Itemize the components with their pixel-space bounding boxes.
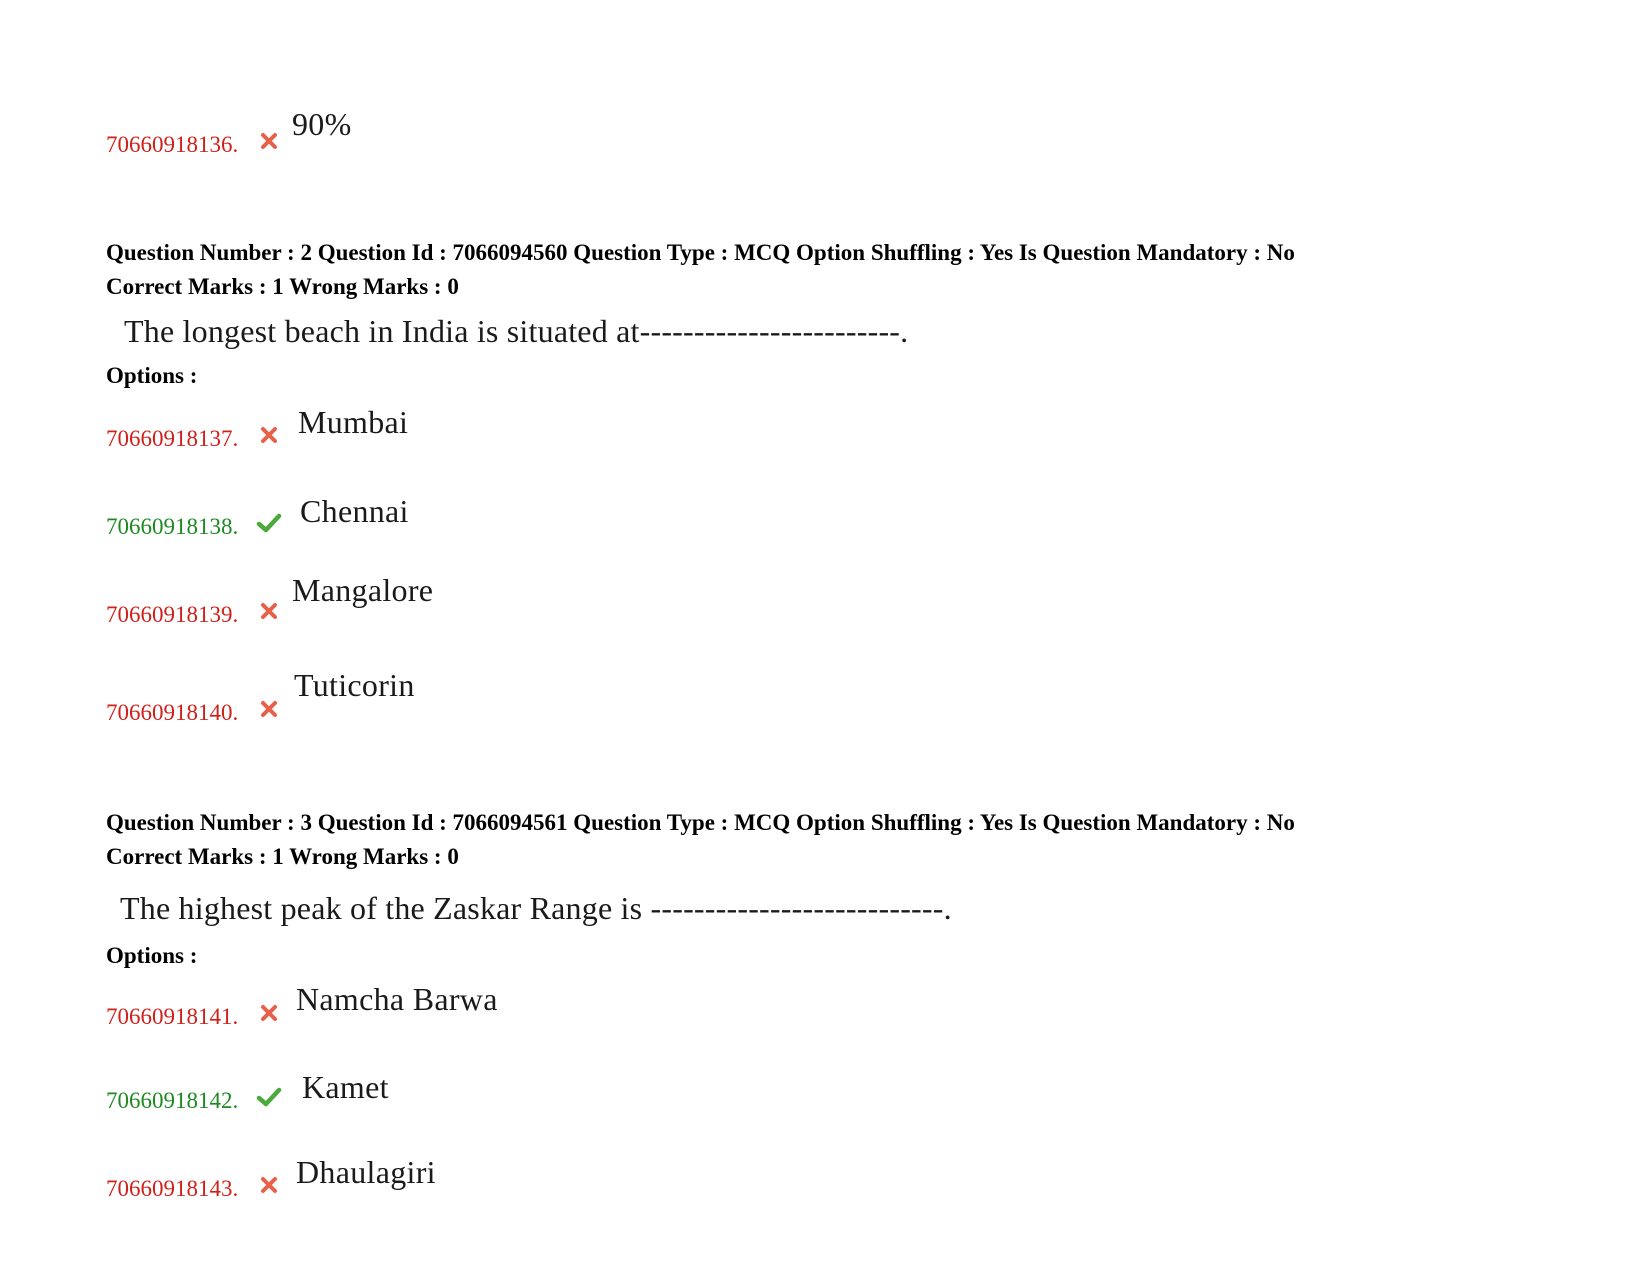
option-id: 70660918136. [106,132,239,157]
question-meta-line2: Correct Marks : 1 Wrong Marks : 0 [106,274,459,299]
cross-icon [258,600,280,622]
option-text: Namcha Barwa [296,981,498,1017]
option-text: Tuticorin [294,667,415,703]
option-id: 70660918140. [106,700,239,725]
cross-icon [258,1174,280,1196]
option-id: 70660918142. [106,1088,239,1113]
question-text: The highest peak of the Zaskar Range is ---------------------------. [120,890,952,926]
cross-icon [258,1002,280,1024]
option-id: 70660918139. [106,602,239,627]
check-icon [256,512,282,534]
question-text: The longest beach in India is situated at------------------------. [124,313,909,349]
question-meta-line2: Correct Marks : 1 Wrong Marks : 0 [106,844,459,869]
cross-icon [258,130,280,152]
check-icon [256,1086,282,1108]
option-id: 70660918141. [106,1004,239,1029]
option-id: 70660918137. [106,426,239,451]
option-text: Chennai [300,493,409,529]
question-meta-line1: Question Number : 3 Question Id : 7066094561 Question Type : MCQ Option Shuffling : Yes Is Question Mandatory : No [106,810,1295,835]
cross-icon [258,698,280,720]
option-id: 70660918138. [106,514,239,539]
option-id: 70660918143. [106,1176,239,1201]
question-meta [106,806,1295,874]
option-text: Mumbai [298,404,409,440]
option-text: Mangalore [292,572,434,608]
option-text: Dhaulagiri [296,1154,436,1190]
question-meta [106,236,1295,304]
option-text: 90% [292,106,352,142]
option-text: Kamet [302,1069,389,1105]
cross-icon [258,424,280,446]
question-meta-line1: Question Number : 2 Question Id : 7066094560 Question Type : MCQ Option Shuffling : Yes Is Question Mandatory : No [106,240,1295,265]
options-label: Options : [106,943,198,968]
options-label: Options : [106,363,198,388]
